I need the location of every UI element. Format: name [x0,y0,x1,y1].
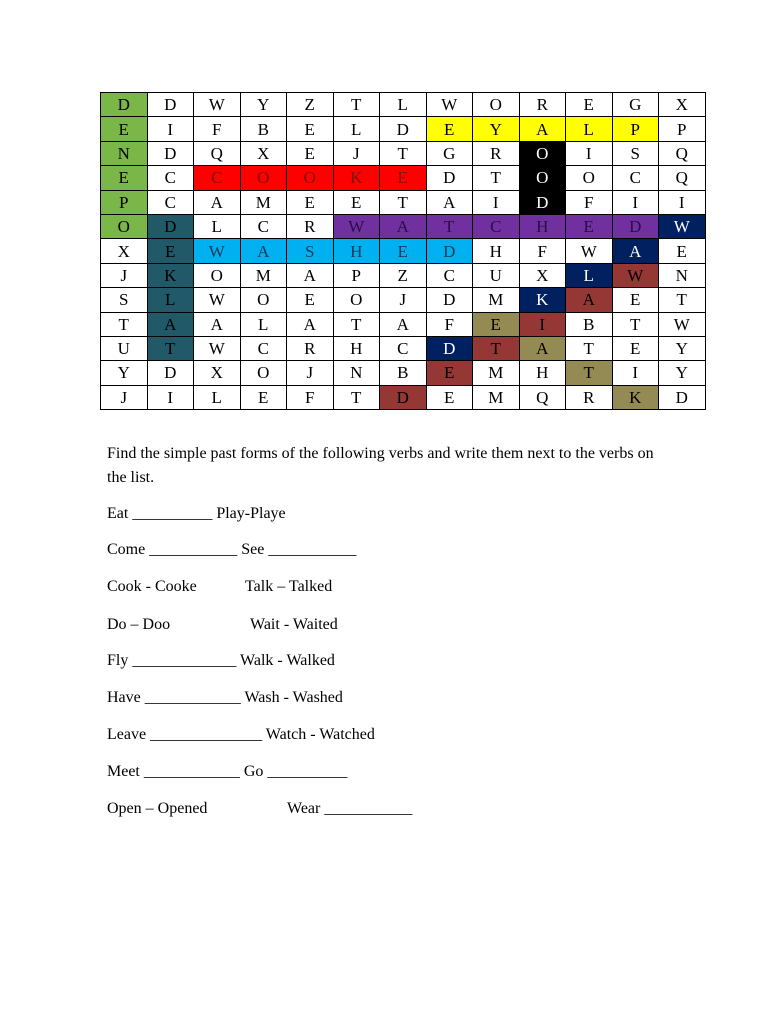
grid-cell: W [659,312,706,336]
grid-cell: W [659,214,706,238]
grid-cell: I [147,385,194,409]
grid-cell: M [240,190,287,214]
grid-cell: T [333,312,380,336]
answer-line [107,763,347,781]
grid-cell: D [380,385,427,409]
grid-cell: D [147,141,194,165]
grid-cell: T [333,385,380,409]
grid-cell: C [612,166,659,190]
grid-row [101,117,706,141]
grid-cell: A [194,312,241,336]
instructions: Find the simple past forms of the following verbs and write them next to the verbs on the list. [107,445,654,486]
grid-cell: W [194,336,241,360]
grid-cell: L [333,117,380,141]
grid-cell: F [519,239,566,263]
grid-cell: B [566,312,613,336]
grid-cell: W [612,263,659,287]
grid-cell: J [333,141,380,165]
grid-cell: O [519,141,566,165]
grid-cell: L [194,385,241,409]
grid-cell: E [426,385,473,409]
grid-row [101,385,706,409]
grid-cell: R [519,93,566,117]
grid-cell: K [519,288,566,312]
grid-cell: T [566,361,613,385]
grid-cell: K [333,166,380,190]
grid-cell: A [612,239,659,263]
grid-cell: I [612,190,659,214]
answer-line [107,726,375,744]
grid-cell: X [194,361,241,385]
grid-cell: O [101,214,148,238]
grid-cell: O [240,361,287,385]
grid-cell: T [101,312,148,336]
grid-cell: S [612,141,659,165]
grid-cell: R [287,214,334,238]
answer-left: Open – Opened [107,800,208,817]
word-search-grid-body [101,93,706,410]
grid-cell: M [240,263,287,287]
grid-cell: W [333,214,380,238]
grid-cell: T [333,93,380,117]
grid-cell: Q [194,141,241,165]
grid-row [101,214,706,238]
grid-cell: H [333,239,380,263]
grid-cell: Y [473,117,520,141]
grid-cell: D [612,214,659,238]
grid-cell: E [612,288,659,312]
grid-cell: P [333,263,380,287]
grid-cell: A [380,312,427,336]
grid-cell: H [519,214,566,238]
grid-cell: C [380,336,427,360]
grid-cell: H [519,361,566,385]
grid-cell: F [194,117,241,141]
grid-cell: Q [519,385,566,409]
grid-cell: J [287,361,334,385]
grid-cell: A [566,288,613,312]
grid-cell: E [612,336,659,360]
grid-cell: C [473,214,520,238]
grid-cell: O [194,263,241,287]
answer-left: Meet ____________ Go __________ [107,763,348,780]
grid-cell: A [147,312,194,336]
answer-left: Fly _____________ Walk - Walked [107,652,335,669]
grid-cell: T [380,190,427,214]
grid-cell: A [287,263,334,287]
grid-cell: M [473,361,520,385]
grid-cell: W [194,239,241,263]
grid-cell: G [612,93,659,117]
grid-cell: L [147,288,194,312]
answer-line [107,616,338,634]
grid-row [101,239,706,263]
grid-cell: K [147,263,194,287]
grid-cell: N [333,361,380,385]
grid-cell: B [240,117,287,141]
grid-cell: X [519,263,566,287]
grid-row [101,263,706,287]
grid-cell: D [380,117,427,141]
grid-cell: D [426,239,473,263]
grid-cell: L [240,312,287,336]
grid-cell: R [473,141,520,165]
grid-cell: S [287,239,334,263]
grid-cell: Y [240,93,287,117]
answer-left: Eat __________ Play-Playe [107,505,286,522]
word-search-grid [100,92,706,410]
grid-cell: X [101,239,148,263]
grid-cell: C [240,336,287,360]
answer-right: Wait - Waited [250,616,338,633]
grid-cell: Z [380,263,427,287]
grid-cell: E [473,312,520,336]
grid-cell: O [333,288,380,312]
grid-cell: I [566,141,613,165]
grid-cell: A [426,190,473,214]
grid-cell: E [426,117,473,141]
grid-cell: G [426,141,473,165]
grid-cell: T [380,141,427,165]
answer-left: Come ___________ See ___________ [107,541,357,558]
grid-cell: E [566,93,613,117]
grid-cell: I [659,190,706,214]
grid-cell: F [287,385,334,409]
grid-cell: A [194,190,241,214]
answer-line [107,689,343,707]
grid-row [101,93,706,117]
grid-cell: O [566,166,613,190]
grid-cell: J [380,288,427,312]
grid-cell: E [147,239,194,263]
grid-cell: E [287,288,334,312]
grid-cell: I [147,117,194,141]
grid-cell: P [101,190,148,214]
grid-cell: X [659,93,706,117]
answer-right: Talk – Talked [245,578,333,595]
grid-cell: D [147,93,194,117]
grid-cell: U [473,263,520,287]
grid-cell: E [287,117,334,141]
answer-line [107,652,335,670]
grid-cell: Y [659,361,706,385]
grid-cell: O [473,93,520,117]
grid-cell: S [101,288,148,312]
answer-line [107,505,286,523]
grid-cell: A [519,336,566,360]
grid-cell: B [380,361,427,385]
grid-cell: A [380,214,427,238]
grid-cell: W [194,288,241,312]
grid-cell: Q [659,141,706,165]
grid-cell: M [473,288,520,312]
grid-cell: F [566,190,613,214]
grid-cell: F [426,312,473,336]
grid-cell: E [380,239,427,263]
grid-cell: E [101,117,148,141]
grid-cell: E [240,385,287,409]
grid-row [101,190,706,214]
grid-cell: K [612,385,659,409]
grid-row [101,288,706,312]
grid-cell: C [147,166,194,190]
grid-cell: D [147,214,194,238]
grid-cell: D [426,288,473,312]
grid-cell: L [566,117,613,141]
grid-cell: T [566,336,613,360]
grid-cell: T [473,166,520,190]
grid-cell: E [426,361,473,385]
grid-cell: E [287,190,334,214]
grid-cell: P [659,117,706,141]
grid-cell: X [240,141,287,165]
grid-cell: E [333,190,380,214]
answer-left: Do – Doo [107,616,171,633]
grid-cell: E [101,166,148,190]
grid-row [101,336,706,360]
answer-right: Wear ___________ [287,800,413,817]
grid-cell: O [240,288,287,312]
grid-cell: Y [659,336,706,360]
grid-cell: M [473,385,520,409]
grid-cell: U [101,336,148,360]
grid-cell: Z [287,93,334,117]
grid-cell: E [659,239,706,263]
grid-cell: C [147,190,194,214]
grid-cell: Y [101,361,148,385]
grid-cell: D [101,93,148,117]
grid-cell: W [426,93,473,117]
grid-cell: H [473,239,520,263]
grid-cell: H [333,336,380,360]
grid-cell: T [147,336,194,360]
grid-cell: E [566,214,613,238]
answer-line [107,541,356,559]
answer-line [107,800,413,818]
answer-line [107,578,333,596]
grid-cell: T [473,336,520,360]
grid-cell: L [194,214,241,238]
grid-cell: L [380,93,427,117]
grid-cell: P [612,117,659,141]
grid-cell: J [101,263,148,287]
grid-cell: C [426,263,473,287]
grid-cell: W [194,93,241,117]
grid-cell: D [426,166,473,190]
grid-cell: D [147,361,194,385]
grid-cell: D [519,190,566,214]
grid-cell: O [240,166,287,190]
grid-cell: I [519,312,566,336]
grid-cell: T [612,312,659,336]
grid-cell: E [287,141,334,165]
answer-left: Cook - Cooke [107,578,197,595]
grid-cell: E [380,166,427,190]
grid-cell: L [566,263,613,287]
answer-left: Have ____________ Wash - Washed [107,689,343,706]
grid-cell: W [566,239,613,263]
grid-cell: O [287,166,334,190]
grid-cell: I [473,190,520,214]
grid-row [101,361,706,385]
grid-cell: C [240,214,287,238]
grid-cell: I [612,361,659,385]
grid-cell: A [240,239,287,263]
grid-cell: T [426,214,473,238]
grid-cell: J [101,385,148,409]
grid-row [101,166,706,190]
answer-left: Leave ______________ Watch - Watched [107,726,375,743]
grid-cell: N [101,141,148,165]
grid-cell: O [519,166,566,190]
grid-row [101,141,706,165]
grid-cell: Q [659,166,706,190]
grid-cell: A [519,117,566,141]
grid-cell: D [659,385,706,409]
grid-cell: D [426,336,473,360]
grid-cell: A [287,312,334,336]
grid-cell: C [194,166,241,190]
grid-row [101,312,706,336]
grid-cell: N [659,263,706,287]
grid-cell: T [659,288,706,312]
grid-cell: R [287,336,334,360]
grid-cell: R [566,385,613,409]
